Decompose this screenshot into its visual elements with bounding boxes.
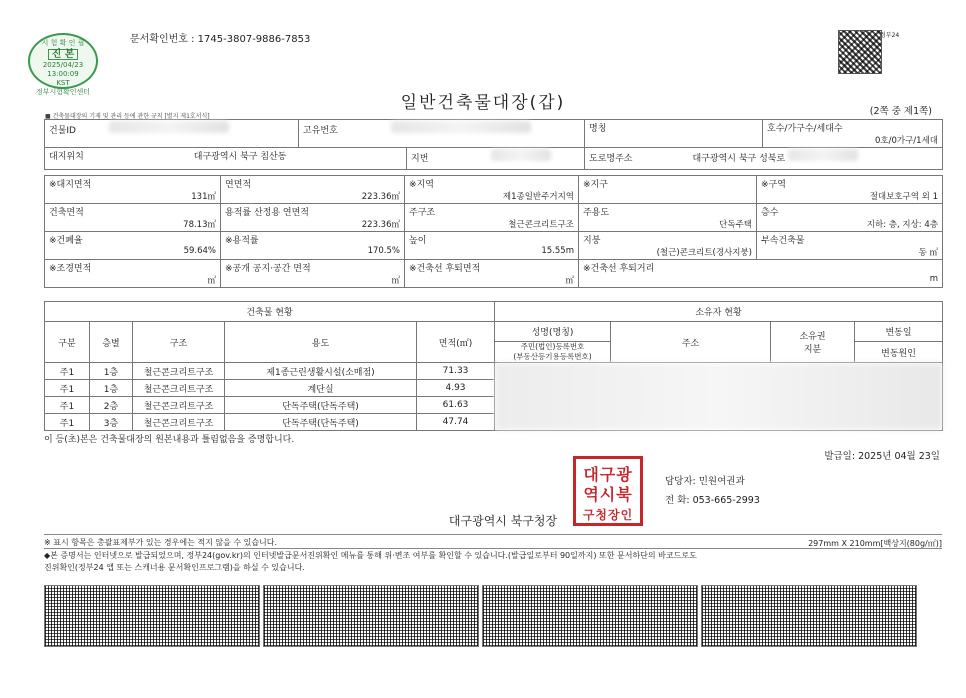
barcode-icon xyxy=(482,585,698,647)
zone-label-2: ※지역 xyxy=(409,180,434,190)
cell: 주1 xyxy=(45,414,90,431)
paper-spec: 297mm X 210mm[백상지(80g/㎡)] xyxy=(808,539,942,548)
cell: 61.63 xyxy=(417,397,495,414)
cell: 철근콘크리트구조 xyxy=(133,380,225,397)
main-use-value: 단독주택 xyxy=(719,220,752,230)
col-change-reason: 변동원인 xyxy=(855,342,943,363)
site-value: 대구광역시 북구 침산동 xyxy=(193,152,287,162)
total-area-label-2: 연면적 xyxy=(225,180,252,190)
cell: 철근콘크리트구조 xyxy=(133,363,225,380)
verification-seal xyxy=(28,33,98,96)
stamp-line: 대구광 xyxy=(583,465,633,484)
site-area-value-2: 131㎡ xyxy=(191,192,216,202)
note-1: ※ 표시 항목은 총괄표제부가 있는 경우에는 적지 않을 수 있습니다. xyxy=(44,538,278,547)
area-label-2: ※구역 xyxy=(761,180,786,190)
coverage-value: 59.64% xyxy=(183,246,216,256)
building-id-cell xyxy=(45,120,299,148)
cell: 1층 xyxy=(90,380,133,397)
public-space-label: ※공개 공지·공간 면적 xyxy=(225,264,311,274)
floors-value: 지하: 층, 지상: 4층 xyxy=(866,220,938,230)
owner-status-title: 소유자 현황 xyxy=(495,302,943,322)
setback-area-label: ※건축선 후퇴면적 xyxy=(409,264,481,274)
cell: 4.93 xyxy=(417,380,495,397)
col-reg-number-2: (부동산등기용등록번호) xyxy=(513,352,592,361)
document-number: 문서확인번호 : 1745-3807-9886-7853 xyxy=(130,34,311,45)
divider-2 xyxy=(44,548,942,549)
col-owner-address: 주소 xyxy=(611,322,771,363)
building-area-label: 건축면적 xyxy=(49,208,84,218)
lot-label: 지번 xyxy=(411,154,429,164)
road-address-cell xyxy=(585,148,943,170)
certification-line: 이 등(초)본은 건축물대장의 원본내용과 틀림없음을 증명합니다. xyxy=(44,435,295,445)
cell: 주1 xyxy=(45,363,90,380)
contact-person: 담당자: 민원여권과 xyxy=(665,476,745,487)
page-info: (2쪽 중 제1쪽) xyxy=(869,106,932,117)
lot-number-cell xyxy=(407,148,585,170)
table-row xyxy=(45,363,943,380)
qr-code-icon xyxy=(838,30,882,74)
district-label-2: ※지구 xyxy=(583,180,608,190)
cell: 3층 xyxy=(90,414,133,431)
structure-row xyxy=(45,204,943,232)
cell: 주1 xyxy=(45,380,90,397)
area-row-2 xyxy=(45,176,943,204)
cell: 단독주택(단독주택) xyxy=(225,397,417,414)
main-use-label: 주용도 xyxy=(583,208,610,218)
roof-label: 지붕 xyxy=(583,236,601,246)
seal-mark: 진 본 xyxy=(48,49,79,60)
road-label: 도로명주소 xyxy=(589,154,633,164)
setback-row xyxy=(45,260,943,288)
cell: 계단실 xyxy=(225,380,417,397)
issuer-name: 대구광역시 북구청장 xyxy=(448,514,558,528)
floors-label: 층수 xyxy=(761,208,779,218)
status-table xyxy=(44,301,943,431)
note-3: 진위확인(정부24 앱 또는 스캐너용 문서확인프로그램)을 하실 수 있습니다. xyxy=(44,563,305,572)
building-id-label: 건물ID xyxy=(49,126,76,136)
site-location-cell xyxy=(45,148,407,170)
name-cell xyxy=(585,120,763,148)
building-status-title: 건축물 현황 xyxy=(45,302,495,322)
col-use: 용도 xyxy=(225,322,417,363)
annex-value: 동 ㎡ xyxy=(918,248,938,258)
stamp-line: 역시북 xyxy=(583,485,633,504)
far-floor-area-label: 용적률 산정용 연면적 xyxy=(225,208,309,218)
building-area-value: 78.13㎡ xyxy=(183,220,216,230)
page-title: 일반건축물대장(갑) xyxy=(400,93,566,113)
col-division: 구분 xyxy=(45,322,90,363)
zone-value-2: 제1종일반주거지역 xyxy=(502,192,574,202)
issue-date: 발급일: 2025년 04월 23일 xyxy=(824,451,940,462)
cell: 2층 xyxy=(90,397,133,414)
col-area: 면적(㎡) xyxy=(417,322,495,363)
law-reference: ■ 건축물대장의 기재 및 관리 등에 관한 규칙 [별지 제1호서식] xyxy=(45,113,210,120)
col-structure: 구조 xyxy=(133,322,225,363)
barcode-icon xyxy=(701,585,917,647)
cell: 철근콘크리트구조 xyxy=(133,414,225,431)
site-area-label-2: ※대지면적 xyxy=(49,180,92,190)
col-reg-number: 주민(법인)등록번호 xyxy=(520,342,585,351)
cell: 1층 xyxy=(90,363,133,380)
cell: 단독주택(단독주택) xyxy=(225,414,417,431)
detail-grid xyxy=(44,175,943,288)
seal-top: 시 험 확 인 필 xyxy=(41,39,85,47)
seal-time: 13:00:09 xyxy=(47,70,79,78)
public-space-value: ㎡ xyxy=(391,276,400,286)
main-structure-value: 철근콘크리트구조 xyxy=(508,220,574,230)
setback-distance-label: ※건축선 후퇴거리 xyxy=(583,264,655,274)
units-cell xyxy=(763,120,943,148)
area-value-2: 절대보호구역 외 1 xyxy=(869,192,938,202)
height-value: 15.55m xyxy=(541,246,574,256)
col-floor: 층별 xyxy=(90,322,133,363)
total-area-value-2: 223.36㎡ xyxy=(361,192,400,202)
barcode-icon xyxy=(263,585,479,647)
setback-area-value: ㎡ xyxy=(565,276,574,286)
cell: 제1종근린생활시설(소매점) xyxy=(225,363,417,380)
units-value: 0호/0가구/1세대 xyxy=(874,136,938,146)
col-change-date: 변동일 xyxy=(855,322,943,342)
note-2: ◆본 증명서는 인터넷으로 발급되었으며, 정부24(gov.kr)의 인터넷발급문서진위확인 메뉴를 통해 위·변조 여부를 확인할 수 있습니다.(발급일로부터 90일까지) 또한 문서하단의 바코드로도 xyxy=(44,551,697,560)
main-structure-label: 주구조 xyxy=(409,208,436,218)
cell: 71.33 xyxy=(417,363,495,380)
col-ownership-share: 소유권 지분 xyxy=(771,322,855,363)
qr-label: 정부24 xyxy=(880,32,900,39)
far-label: ※용적률 xyxy=(225,236,259,246)
stamp-line: 구청장인 xyxy=(582,508,634,522)
cell: 47.74 xyxy=(417,414,495,431)
contact-phone: 전 화: 053-665-2993 xyxy=(665,495,760,506)
name-label: 명칭 xyxy=(589,124,607,134)
owner-info-redacted xyxy=(495,363,943,431)
road-value: 대구광역시 북구 성북로 xyxy=(692,154,786,164)
far-floor-area-value: 223.36㎡ xyxy=(361,220,400,230)
landscape-value: ㎡ xyxy=(207,276,216,286)
unique-number-label: 고유번호 xyxy=(303,126,338,136)
roof-value: (철근)콘크리트(경사지붕) xyxy=(656,248,752,258)
cell: 철근콘크리트구조 xyxy=(133,397,225,414)
setback-distance-value: m xyxy=(929,274,938,284)
height-label: 높이 xyxy=(409,236,427,246)
divider xyxy=(44,534,942,535)
landscape-label: ※조경면적 xyxy=(49,264,92,274)
info-grid xyxy=(44,119,943,170)
seal-bottom: 정부시험확인센터 xyxy=(35,88,91,96)
unique-number-cell xyxy=(299,120,585,148)
coverage-label: ※건폐율 xyxy=(49,236,83,246)
annex-label: 부속건축물 xyxy=(761,236,805,246)
barcode-icon xyxy=(44,585,260,647)
col-owner-name: 성명(명칭) xyxy=(495,322,611,342)
units-label: 호수/가구수/세대수 xyxy=(767,124,843,134)
contact-info xyxy=(665,472,760,510)
site-label: 대지위치 xyxy=(49,152,84,162)
far-value: 170.5% xyxy=(367,246,400,256)
seal-tz: KST xyxy=(56,79,70,87)
cell: 주1 xyxy=(45,397,90,414)
seal-date: 2025/04/23 xyxy=(42,61,84,69)
ratio-row xyxy=(45,232,943,260)
